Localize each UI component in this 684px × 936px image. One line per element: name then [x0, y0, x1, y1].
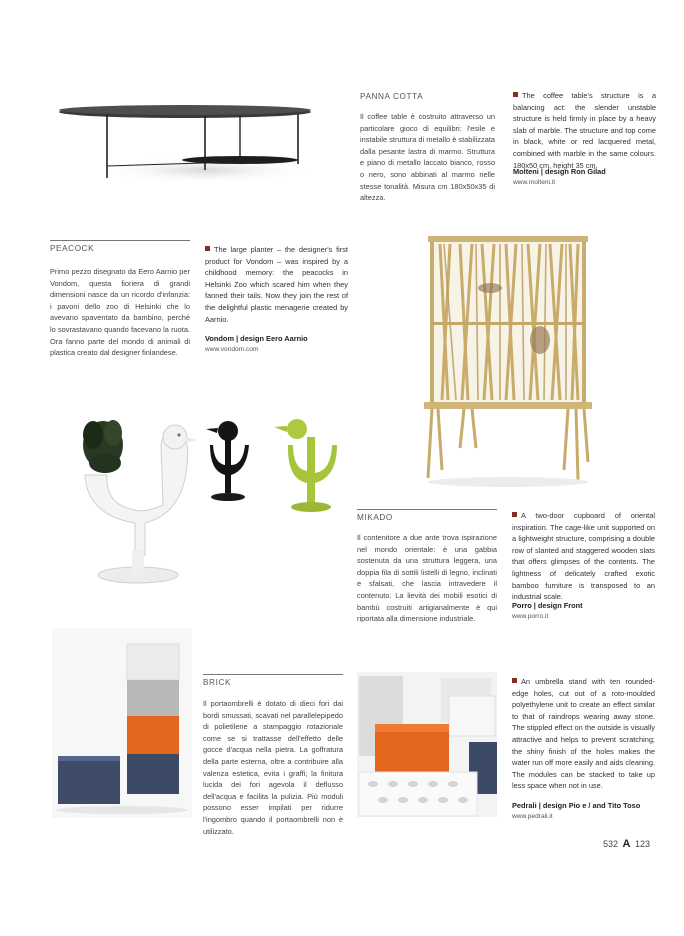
brick-url[interactable]: www.pedrali.it: [512, 813, 553, 820]
page-folio: [603, 838, 650, 850]
mikado-text-it: Il contenitore a due ante trova ispirazione nel mondo orientale: è una gabbia sostenuta da una struttura leggera, una doppia fila di sottili listelli di legno, inclinati e sfalsati, che lascia intravedere il contenuto. La lievità dei mobili esotici di bambù costruiti artigianalmente è qui riportata alla dimensione industriale.: [357, 533, 497, 624]
lime-peacock: [274, 419, 337, 512]
brick-stack-photo: [52, 628, 192, 818]
mikado-credit: Porro | design Front: [512, 601, 583, 610]
mikado-url[interactable]: www.porro.it: [512, 613, 549, 620]
panna-cotta-credit: Molteni | design Ron Gilad: [513, 167, 606, 176]
peacock-text-en: [205, 244, 348, 325]
brick-credit: Pedrali | design Pio e / and Tito Toso: [512, 801, 641, 810]
page-number: 123: [635, 839, 651, 849]
panna-cotta-text-en: [513, 90, 656, 171]
panna-cotta-title: PANNA COTTA: [360, 92, 424, 101]
bullet-square-icon: [512, 512, 517, 517]
mikado-text-en-body: A two-door cupboard of oriental inspiration. The cage-like unit supported on a lightweight structure, comprising a double row of slanted and staggered wooden slats that offers glimpses of the contents. The lightness of delicately crafted exotic bamboo furniture is transposed to an industrial scale.: [512, 511, 655, 602]
brick-title: BRICK: [203, 674, 343, 687]
plant-leaves: [83, 420, 123, 473]
panna-cotta-text-it: Il coffee table è costruito attraverso un particolare gioco di equilibri: l'esile e instabile struttura di metallo è stabilizzata dalla pesante lastra di marmo. Struttura e piano di metallo laccato bianco, rosso o nero, sono abbinati al marmo nelle stesse tonalità. Misura cm 180x50x35 di altezza.: [360, 112, 495, 203]
bullet-square-icon: [512, 678, 517, 683]
brick-text-it: Il portaombrelli è dotato di dieci fori dai bordi smussati, scavati nel parallelepipedo di polietilene a stampaggio rotazionale come se si trattasse dell'effetto delle gocce d'acqua nella pietra. La goffratura della parte esterna, oltre a contribuire alla valenza estetica, evita i graffi; la finitura lucida dei fori agevola il deflusso dell'acqua e facilita la pulizia. Più moduli possono esser impilati per ridurre l'ingombro quando il portaombrelli non è utilizzato.: [203, 699, 343, 836]
peacock-credit: Vondom | design Eero Aarnio: [205, 334, 308, 343]
black-peacock: [206, 421, 249, 501]
mikado-cabinet-photo: [420, 230, 595, 490]
peacock-text-it: Primo pezzo disegnato da Eero Aarnio per Vondom, questa fioriera di grandi dimensioni nasce da un ricordo d'infanzia: i pavoni dello zoo di Helsinki che lo avevano spaventato da bambino, perché lo sovrastavano quando facevano la ruota. Ora fanno parte del mondo di animali di plastica creato dal designer finlandese.: [50, 267, 190, 358]
peacock-title: PEACOCK: [50, 240, 190, 253]
panna-cotta-text-en-body: The coffee table's structure is a balancing act: the slender unstable structure is held firmly in place by a heavy slab of marble. The structure and top come in black, white or red lacquered metal, combined with marble in the same colours. 180x50 cm, height 35 cm.: [513, 91, 656, 170]
mikado-text-en: [512, 510, 655, 603]
magazine-logo: A: [622, 838, 631, 850]
bullet-square-icon: [513, 92, 518, 97]
mikado-title: MIKADO: [357, 509, 497, 522]
peacock-text-en-body: The large planter – the designer's first product for Vondom – was inspired by a childhood memory: the peacocks in Helsinki Zoo which scared him when they fanned their tails. Now they join the rest of the delightful plastic menagerie created by Aarnio.: [205, 245, 348, 324]
brick-blocks-photo: [357, 672, 497, 817]
brick-text-en-body: An umbrella stand with ten rounded-edge holes, cut out of a roto-moulded polyethylene unit to create an effect similar to that of raindrops wearing away stone. The stippled effect on the outside is visually attractive and helps to prevent scratching; the shiny finish of the holes makes the water run off more easily and aids cleaning. The modules can be stacked to take up less space when not in use.: [512, 677, 655, 791]
issue-number: 532: [603, 839, 619, 849]
peacock-planters-photo: [75, 405, 365, 590]
panna-cotta-url[interactable]: www.molteni.it: [513, 179, 556, 186]
bullet-square-icon: [205, 246, 210, 251]
peacock-url[interactable]: www.vondom.com: [205, 346, 259, 353]
panna-cotta-table-photo: [55, 88, 320, 203]
brick-text-en: [512, 676, 655, 792]
